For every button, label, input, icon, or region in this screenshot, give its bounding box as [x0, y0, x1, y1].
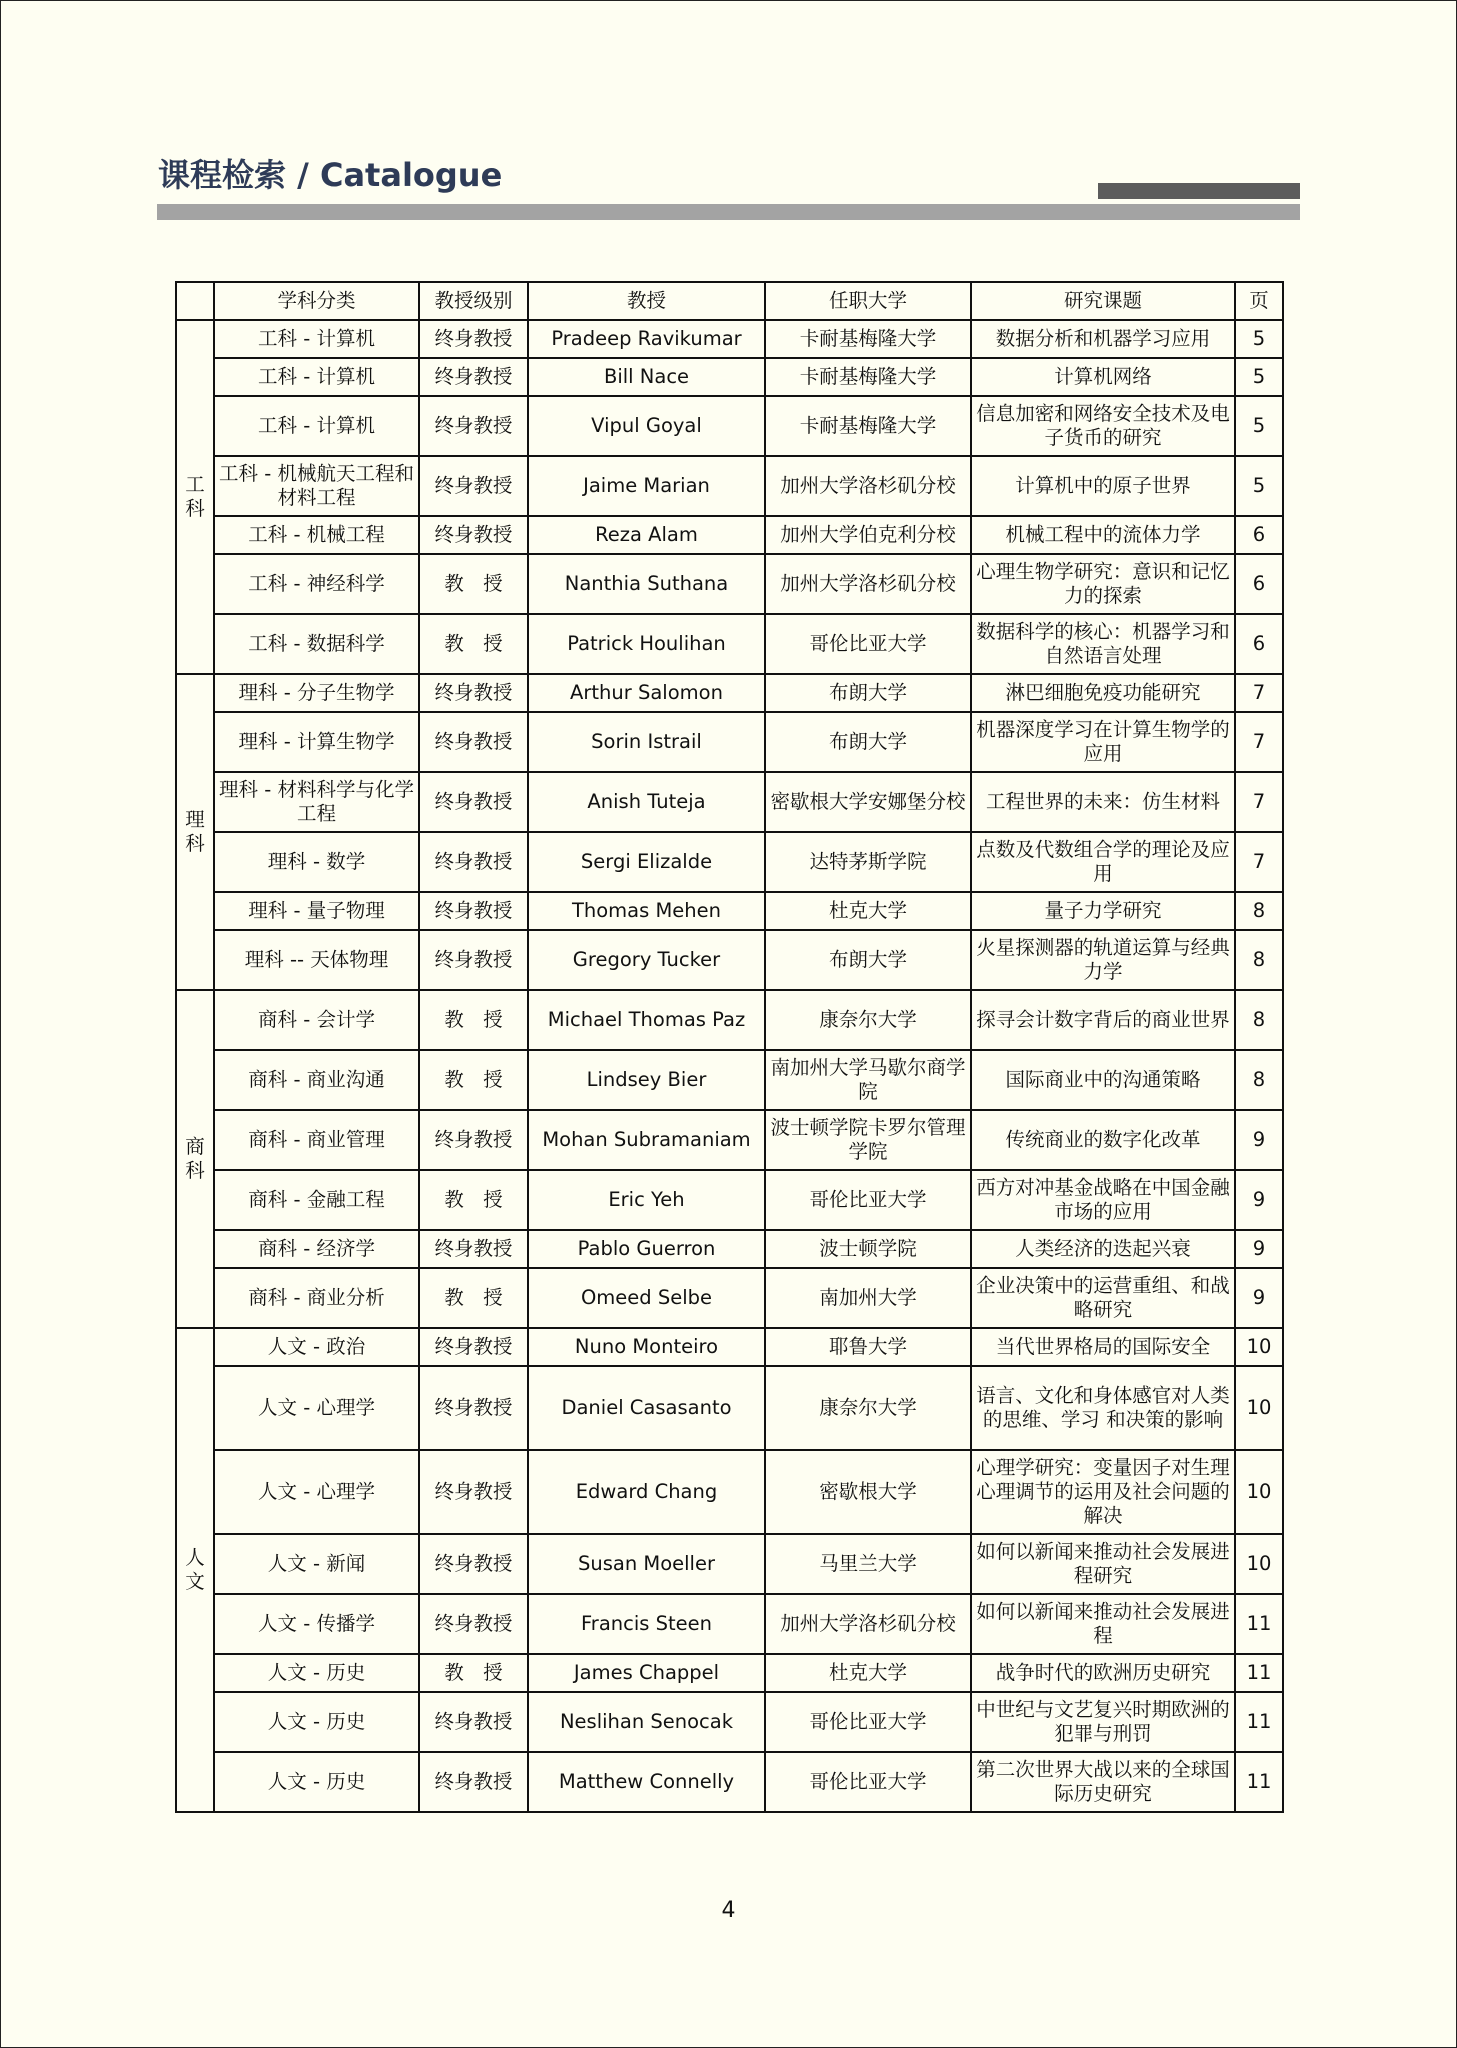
level-cell: 终身教授	[419, 930, 528, 990]
field-cell: 人文 - 政治	[214, 1328, 419, 1366]
university-cell: 加州大学洛杉矶分校	[765, 1594, 971, 1654]
university-cell: 布朗大学	[765, 930, 971, 990]
topic-cell: 西方对冲基金战略在中国金融市场的应用	[971, 1170, 1235, 1230]
professor-cell: Nuno Monteiro	[528, 1328, 765, 1366]
professor-cell: Susan Moeller	[528, 1534, 765, 1594]
professor-cell: Nanthia Suthana	[528, 554, 765, 614]
field-cell: 理科 - 数学	[214, 832, 419, 892]
table-row	[176, 1366, 1283, 1450]
professor-cell: Jaime Marian	[528, 456, 765, 516]
university-cell: 卡耐基梅隆大学	[765, 320, 971, 358]
field-cell: 商科 - 经济学	[214, 1230, 419, 1268]
university-cell: 卡耐基梅隆大学	[765, 358, 971, 396]
topic-cell: 淋巴细胞免疫功能研究	[971, 674, 1235, 712]
table-row	[176, 516, 1283, 554]
topic-cell: 量子力学研究	[971, 892, 1235, 930]
table-row	[176, 1594, 1283, 1654]
topic-cell: 战争时代的欧洲历史研究	[971, 1654, 1235, 1692]
page-cell: 8	[1235, 930, 1283, 990]
professor-cell: Sorin Istrail	[528, 712, 765, 772]
university-cell: 杜克大学	[765, 1654, 971, 1692]
page-cell: 8	[1235, 1050, 1283, 1110]
field-cell: 理科 - 量子物理	[214, 892, 419, 930]
level-cell: 教 授	[419, 1654, 528, 1692]
level-cell: 终身教授	[419, 1752, 528, 1812]
level-cell: 终身教授	[419, 396, 528, 456]
page-cell: 8	[1235, 990, 1283, 1050]
university-cell: 卡耐基梅隆大学	[765, 396, 971, 456]
level-cell: 终身教授	[419, 1450, 528, 1534]
field-cell: 商科 - 商业分析	[214, 1268, 419, 1328]
topic-cell: 国际商业中的沟通策略	[971, 1050, 1235, 1110]
category-cell: 工 科	[176, 320, 214, 674]
page-cell: 10	[1235, 1534, 1283, 1594]
page-cell: 10	[1235, 1450, 1283, 1534]
level-cell: 教 授	[419, 1170, 528, 1230]
level-cell: 终身教授	[419, 1692, 528, 1752]
table-row	[176, 1692, 1283, 1752]
topic-cell: 信息加密和网络安全技术及电子货币的研究	[971, 396, 1235, 456]
header-bar-accent	[1098, 183, 1300, 199]
professor-cell: Mohan Subramaniam	[528, 1110, 765, 1170]
level-cell: 终身教授	[419, 1230, 528, 1268]
table-row	[176, 1534, 1283, 1594]
catalog-table	[175, 281, 1284, 1813]
level-cell: 终身教授	[419, 1366, 528, 1450]
page-cell: 7	[1235, 772, 1283, 832]
university-cell: 密歇根大学安娜堡分校	[765, 772, 971, 832]
topic-cell: 点数及代数组合学的理论及应用	[971, 832, 1235, 892]
university-cell: 马里兰大学	[765, 1534, 971, 1594]
page-cell: 6	[1235, 516, 1283, 554]
field-cell: 人文 - 历史	[214, 1654, 419, 1692]
header-bar-rule	[157, 204, 1300, 220]
field-cell: 工科 - 数据科学	[214, 614, 419, 674]
university-cell: 加州大学洛杉矶分校	[765, 554, 971, 614]
table-row	[176, 930, 1283, 990]
topic-cell: 探寻会计数字背后的商业世界	[971, 990, 1235, 1050]
level-cell: 终身教授	[419, 516, 528, 554]
level-cell: 终身教授	[419, 358, 528, 396]
level-cell: 教 授	[419, 990, 528, 1050]
topic-cell: 数据分析和机器学习应用	[971, 320, 1235, 358]
field-cell: 理科 -- 天体物理	[214, 930, 419, 990]
field-cell: 人文 - 心理学	[214, 1450, 419, 1534]
university-cell: 南加州大学	[765, 1268, 971, 1328]
page-cell: 9	[1235, 1110, 1283, 1170]
level-cell: 终身教授	[419, 892, 528, 930]
page-cell: 9	[1235, 1230, 1283, 1268]
topic-cell: 机械工程中的流体力学	[971, 516, 1235, 554]
topic-cell: 传统商业的数字化改革	[971, 1110, 1235, 1170]
category-cell: 理 科	[176, 674, 214, 990]
university-cell: 布朗大学	[765, 674, 971, 712]
header-university: 任职大学	[765, 282, 971, 320]
table-row	[176, 1230, 1283, 1268]
page-cell: 11	[1235, 1752, 1283, 1812]
professor-cell: Reza Alam	[528, 516, 765, 554]
category-cell: 商 科	[176, 990, 214, 1328]
level-cell: 终身教授	[419, 1110, 528, 1170]
level-cell: 终身教授	[419, 712, 528, 772]
level-cell: 教 授	[419, 554, 528, 614]
table-row	[176, 1268, 1283, 1328]
university-cell: 布朗大学	[765, 712, 971, 772]
field-cell: 商科 - 会计学	[214, 990, 419, 1050]
topic-cell: 中世纪与文艺复兴时期欧洲的犯罪与刑罚	[971, 1692, 1235, 1752]
professor-cell: Francis Steen	[528, 1594, 765, 1654]
university-cell: 哥伦比亚大学	[765, 1170, 971, 1230]
topic-cell: 心理生物学研究：意识和记忆力的探索	[971, 554, 1235, 614]
field-cell: 人文 - 历史	[214, 1752, 419, 1812]
page-cell: 7	[1235, 674, 1283, 712]
topic-cell: 机器深度学习在计算生物学的应用	[971, 712, 1235, 772]
university-cell: 达特茅斯学院	[765, 832, 971, 892]
page-cell: 6	[1235, 614, 1283, 674]
topic-cell: 人类经济的迭起兴衰	[971, 1230, 1235, 1268]
table-row	[176, 674, 1283, 712]
field-cell: 理科 - 材料科学与化学工程	[214, 772, 419, 832]
level-cell: 终身教授	[419, 674, 528, 712]
field-cell: 工科 - 神经科学	[214, 554, 419, 614]
university-cell: 哥伦比亚大学	[765, 1752, 971, 1812]
level-cell: 终身教授	[419, 1594, 528, 1654]
table-row	[176, 320, 1283, 358]
field-cell: 人文 - 传播学	[214, 1594, 419, 1654]
page-cell: 11	[1235, 1692, 1283, 1752]
topic-cell: 第二次世界大战以来的全球国际历史研究	[971, 1752, 1235, 1812]
table-row	[176, 1170, 1283, 1230]
header-page: 页	[1235, 282, 1283, 320]
professor-cell: Anish Tuteja	[528, 772, 765, 832]
table-row	[176, 358, 1283, 396]
professor-cell: Neslihan Senocak	[528, 1692, 765, 1752]
page-cell: 9	[1235, 1268, 1283, 1328]
header-professor: 教授	[528, 282, 765, 320]
professor-cell: Omeed Selbe	[528, 1268, 765, 1328]
table-row	[176, 712, 1283, 772]
page-cell: 5	[1235, 358, 1283, 396]
level-cell: 教 授	[419, 1050, 528, 1110]
field-cell: 人文 - 历史	[214, 1692, 419, 1752]
page-cell: 9	[1235, 1170, 1283, 1230]
professor-cell: Sergi Elizalde	[528, 832, 765, 892]
field-cell: 理科 - 计算生物学	[214, 712, 419, 772]
professor-cell: Thomas Mehen	[528, 892, 765, 930]
table-row	[176, 456, 1283, 516]
topic-cell: 企业决策中的运营重组、和战略研究	[971, 1268, 1235, 1328]
topic-cell: 语言、文化和身体感官对人类的思维、学习 和决策的影响	[971, 1366, 1235, 1450]
professor-cell: Bill Nace	[528, 358, 765, 396]
topic-cell: 如何以新闻来推动社会发展进程研究	[971, 1534, 1235, 1594]
university-cell: 密歇根大学	[765, 1450, 971, 1534]
page-cell: 5	[1235, 320, 1283, 358]
level-cell: 教 授	[419, 614, 528, 674]
topic-cell: 心理学研究：变量因子对生理心理调节的运用及社会问题的解决	[971, 1450, 1235, 1534]
page-cell: 6	[1235, 554, 1283, 614]
level-cell: 终身教授	[419, 320, 528, 358]
table-row	[176, 892, 1283, 930]
field-cell: 工科 - 机械工程	[214, 516, 419, 554]
field-cell: 人文 - 新闻	[214, 1534, 419, 1594]
level-cell: 终身教授	[419, 772, 528, 832]
professor-cell: Pradeep Ravikumar	[528, 320, 765, 358]
professor-cell: Matthew Connelly	[528, 1752, 765, 1812]
table-row	[176, 614, 1283, 674]
page-cell: 11	[1235, 1594, 1283, 1654]
page-number: 4	[721, 1898, 736, 1923]
header-topic: 研究课题	[971, 282, 1235, 320]
university-cell: 哥伦比亚大学	[765, 614, 971, 674]
professor-cell: James Chappel	[528, 1654, 765, 1692]
level-cell: 教 授	[419, 1268, 528, 1328]
topic-cell: 当代世界格局的国际安全	[971, 1328, 1235, 1366]
header-field: 学科分类	[214, 282, 419, 320]
university-cell: 康奈尔大学	[765, 990, 971, 1050]
level-cell: 终身教授	[419, 456, 528, 516]
table-row	[176, 1654, 1283, 1692]
university-cell: 杜克大学	[765, 892, 971, 930]
field-cell: 商科 - 商业沟通	[214, 1050, 419, 1110]
table-row	[176, 832, 1283, 892]
professor-cell: Pablo Guerron	[528, 1230, 765, 1268]
field-cell: 工科 - 计算机	[214, 320, 419, 358]
professor-cell: Lindsey Bier	[528, 1050, 765, 1110]
category-cell: 人 文	[176, 1328, 214, 1812]
table-row	[176, 1752, 1283, 1812]
page-cell: 10	[1235, 1366, 1283, 1450]
table-row	[176, 396, 1283, 456]
topic-cell: 计算机中的原子世界	[971, 456, 1235, 516]
field-cell: 人文 - 心理学	[214, 1366, 419, 1450]
table-row	[176, 772, 1283, 832]
university-cell: 康奈尔大学	[765, 1366, 971, 1450]
university-cell: 波士顿学院	[765, 1230, 971, 1268]
field-cell: 工科 - 机械航天工程和材料工程	[214, 456, 419, 516]
header-level: 教授级别	[419, 282, 528, 320]
page-cell: 7	[1235, 832, 1283, 892]
university-cell: 加州大学伯克利分校	[765, 516, 971, 554]
page-cell: 10	[1235, 1328, 1283, 1366]
table-header-row	[176, 282, 1283, 320]
level-cell: 终身教授	[419, 832, 528, 892]
topic-cell: 计算机网络	[971, 358, 1235, 396]
table-row	[176, 554, 1283, 614]
field-cell: 商科 - 金融工程	[214, 1170, 419, 1230]
professor-cell: Arthur Salomon	[528, 674, 765, 712]
professor-cell: Eric Yeh	[528, 1170, 765, 1230]
professor-cell: Patrick Houlihan	[528, 614, 765, 674]
page-cell: 5	[1235, 456, 1283, 516]
page-cell: 7	[1235, 712, 1283, 772]
university-cell: 耶鲁大学	[765, 1328, 971, 1366]
topic-cell: 如何以新闻来推动社会发展进程	[971, 1594, 1235, 1654]
field-cell: 工科 - 计算机	[214, 396, 419, 456]
level-cell: 终身教授	[419, 1534, 528, 1594]
level-cell: 终身教授	[419, 1328, 528, 1366]
professor-cell: Gregory Tucker	[528, 930, 765, 990]
field-cell: 工科 - 计算机	[214, 358, 419, 396]
page-cell: 5	[1235, 396, 1283, 456]
topic-cell: 工程世界的未来：仿生材料	[971, 772, 1235, 832]
university-cell: 南加州大学马歇尔商学院	[765, 1050, 971, 1110]
table-row	[176, 1050, 1283, 1110]
topic-cell: 数据科学的核心：机器学习和自然语言处理	[971, 614, 1235, 674]
table-row	[176, 1110, 1283, 1170]
table-row	[176, 990, 1283, 1050]
professor-cell: Edward Chang	[528, 1450, 765, 1534]
page-title: 课程检索 / Catalogue	[158, 156, 503, 194]
university-cell: 波士顿学院卡罗尔管理学院	[765, 1110, 971, 1170]
topic-cell: 火星探测器的轨道运算与经典力学	[971, 930, 1235, 990]
professor-cell: Michael Thomas Paz	[528, 990, 765, 1050]
university-cell: 加州大学洛杉矶分校	[765, 456, 971, 516]
university-cell: 哥伦比亚大学	[765, 1692, 971, 1752]
table-row	[176, 1450, 1283, 1534]
professor-cell: Vipul Goyal	[528, 396, 765, 456]
header-corner	[176, 282, 214, 320]
table-row	[176, 1328, 1283, 1366]
field-cell: 商科 - 商业管理	[214, 1110, 419, 1170]
professor-cell: Daniel Casasanto	[528, 1366, 765, 1450]
page-cell: 11	[1235, 1654, 1283, 1692]
field-cell: 理科 - 分子生物学	[214, 674, 419, 712]
page-cell: 8	[1235, 892, 1283, 930]
